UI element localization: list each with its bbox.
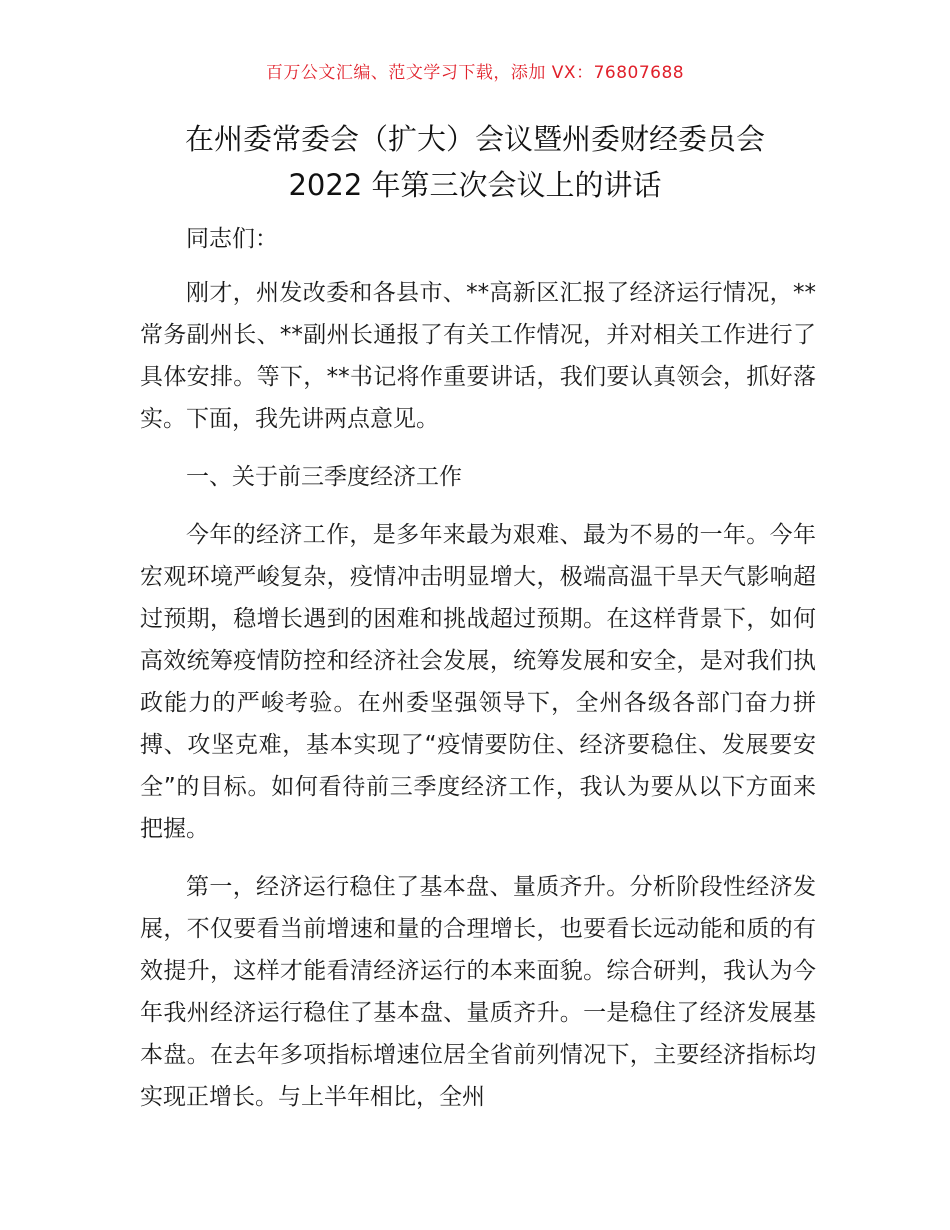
paragraph-first-point: 第一，经济运行稳住了基本盘、量质齐升。分析阶段性经济发展，不仅要看当前增速和量的合理增长，也要看长远动能和质的有效提升，这样才能看清经济运行的本来面貌。综合研判，我认为今年我州经济运行稳住了基本盘、量质齐升。一是稳住了经济发展基本盘。在去年多项指标增速位居全省前列情况下，主要经济指标均实现正增长。与上半年相比，全州 (140, 874, 816, 1110)
section-heading-1: 一、关于前三季度经济工作 (186, 464, 462, 490)
paragraph-economic-work: 今年的经济工作，是多年来最为艰难、最为不易的一年。今年宏观环境严峻复杂，疫情冲击明显增大，极端高温干旱天气影响超过预期，稳增长遇到的困难和挑战超过预期。在这样背景下，如何高效统筹疫情防控和经济社会发展，统筹发展和安全，是对我们执政能力的严峻考验。在州委坚强领导下，全州各级各部门奋力拼搏、攻坚克难，基本实现了“疫情要防住、经济要稳住、发展要安全”的目标。如何看待前三季度经济工作，我认为要从以下方面来把握。 (140, 522, 816, 842)
document-body (140, 218, 816, 1134)
paragraph-intro: 刚才，州发改委和各县市、**高新区汇报了经济运行情况，**常务副州长、**副州长通报了有关工作情况，并对相关工作进行了具体安排。等下，**书记将作重要讲话，我们要认真领会，抓好落实。下面，我先讲两点意见。 (140, 280, 816, 432)
title-line-1: 在州委常委会（扩大）会议暨州委财经委员会 (184, 122, 765, 156)
header-promo-note: 百万公文汇编、范文学习下载，添加 VX：76807688 (265, 63, 685, 83)
document-title (60, 116, 890, 208)
title-line-2: 2022 年第三次会议上的讲话 (288, 168, 662, 202)
salutation: 同志们： (186, 226, 278, 252)
